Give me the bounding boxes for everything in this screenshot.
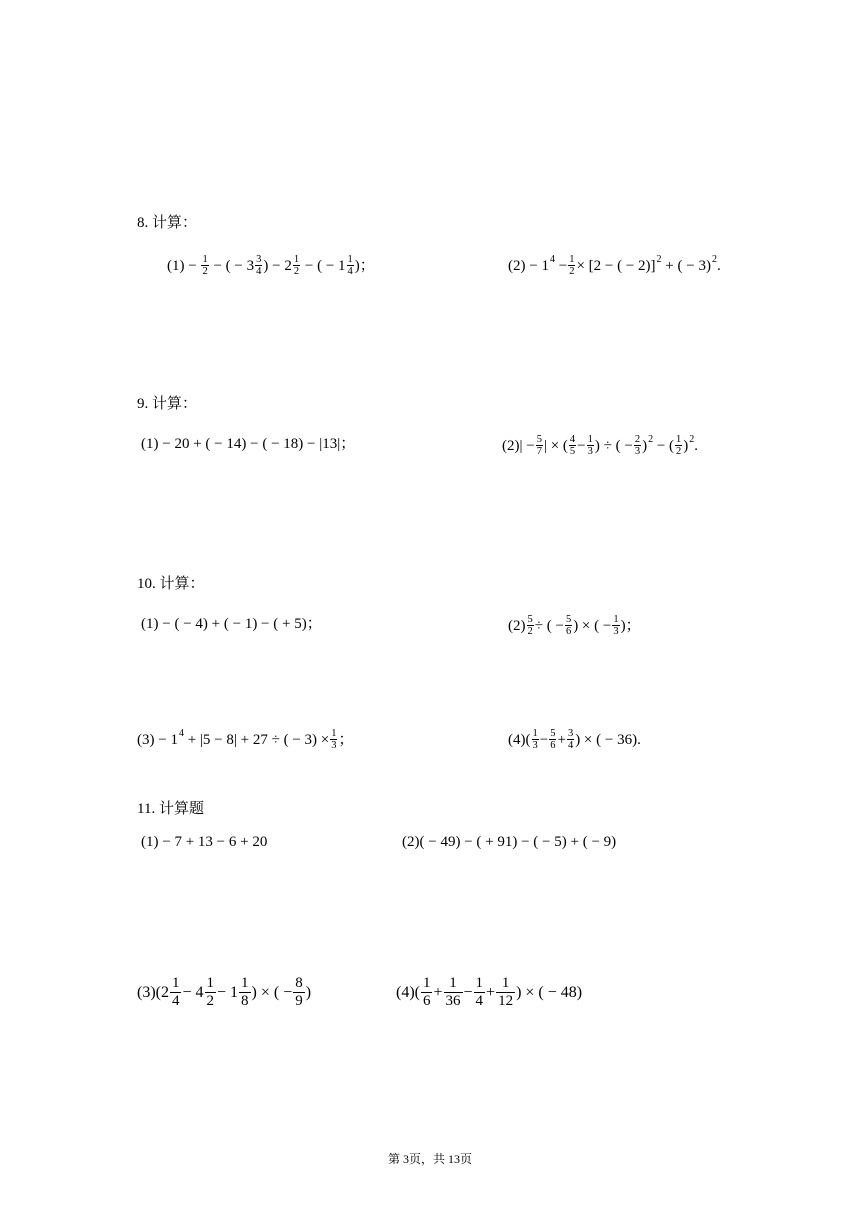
expr-text: ) − 2: [263, 257, 292, 274]
denominator: 3: [613, 626, 619, 637]
operator: −: [188, 257, 197, 274]
fraction: [293, 975, 305, 1010]
expr-text: ) × ( −: [251, 983, 293, 1001]
expr-text: .: [694, 437, 699, 454]
fraction: [330, 728, 337, 751]
fraction: [569, 434, 576, 457]
denominator: 4: [171, 993, 180, 1009]
fraction: [239, 975, 251, 1010]
question-8-part-1: [167, 254, 375, 277]
expr-text: ；: [338, 731, 354, 748]
fraction: [474, 975, 486, 1010]
question-8-title: 8. 计算：: [137, 215, 198, 231]
question-9-part-2: [502, 434, 698, 457]
exponent: 2: [648, 433, 654, 445]
numerator: 1: [293, 254, 300, 265]
denominator: 2: [206, 993, 215, 1009]
fraction: [565, 614, 572, 637]
expr-text: ) × ( − 36).: [575, 731, 641, 748]
denominator: 12: [498, 993, 514, 1009]
numerator: 1: [613, 614, 619, 625]
numerator: 1: [449, 975, 457, 991]
part-label: (1): [167, 257, 185, 274]
denominator: 2: [293, 266, 300, 277]
expr-text: ) × ( −: [573, 617, 612, 634]
question-10-title: 10. 计算：: [137, 576, 205, 592]
denominator: 6: [550, 740, 556, 751]
expr-text: × [2 − ( − 2)]: [576, 257, 656, 274]
numerator: 1: [422, 975, 431, 991]
numerator: 1: [501, 975, 510, 991]
fraction: [444, 975, 463, 1010]
expr-text: )；: [620, 617, 641, 634]
fraction: [255, 254, 262, 277]
question-10-part-3: [137, 728, 354, 751]
expr-text: − 1: [529, 257, 549, 274]
fraction: [634, 434, 641, 457]
expr-text: + |5 − 8| + 27 ÷ ( − 3) ×: [187, 731, 330, 748]
numerator: 1: [569, 254, 575, 265]
fraction: [549, 728, 556, 751]
expr-text: − 4: [182, 983, 204, 1001]
denominator: 2: [527, 626, 533, 637]
denominator: 7: [536, 446, 542, 457]
fraction: [347, 254, 354, 277]
operator: −: [577, 437, 586, 454]
denominator: 3: [587, 446, 593, 457]
question-10-part-1: [141, 614, 322, 634]
exponent: 4: [178, 727, 184, 739]
expr-text: ): [642, 437, 648, 454]
question-11-part-3: [137, 975, 311, 1010]
numerator: 5: [565, 614, 572, 625]
numerator: 4: [569, 434, 576, 445]
denominator: 8: [241, 993, 249, 1009]
expr-text: + ( − 3): [665, 257, 711, 274]
fraction: [293, 254, 300, 277]
numerator: 1: [587, 434, 593, 445]
question-9-title: 9. 计算：: [137, 396, 198, 412]
fraction: [587, 434, 594, 457]
expr-text: ) × ( − 48): [516, 983, 583, 1001]
fraction: [567, 728, 574, 751]
exponent: 2: [689, 433, 695, 445]
fraction: [421, 975, 433, 1010]
numerator: 5: [527, 614, 533, 625]
part-label: (2): [508, 257, 526, 274]
expr-text: ÷ ( −: [534, 617, 564, 634]
numerator: 1: [171, 975, 180, 991]
exponent: 2: [711, 253, 717, 265]
question-11-part-1: [141, 832, 267, 852]
numerator: 1: [202, 254, 208, 265]
denominator: 6: [422, 993, 431, 1009]
expr-text: − (: [656, 437, 675, 454]
expr-text: ) ÷ ( −: [594, 437, 633, 454]
expr-text: − ( − 1: [304, 257, 346, 274]
fraction: [675, 434, 682, 457]
operator: +: [557, 731, 566, 748]
expr-text: − 1: [217, 983, 239, 1001]
fraction: [536, 434, 543, 457]
operator: +: [433, 983, 443, 1001]
question-11-part-2: [402, 832, 616, 852]
part-label: (4)(: [396, 983, 420, 1001]
page-footer: 第 3页，共 13页: [387, 1152, 472, 1166]
expr-text: − ( − 3: [213, 257, 255, 274]
denominator: 2: [676, 446, 682, 457]
numerator: 8: [295, 975, 303, 991]
denominator: 4: [256, 266, 262, 277]
numerator: 3: [567, 728, 574, 739]
numerator: 3: [256, 254, 262, 265]
numerator: 1: [241, 975, 249, 991]
expr-text: )；: [354, 257, 375, 274]
fraction: [205, 975, 217, 1010]
numerator: 5: [550, 728, 556, 739]
denominator: 9: [295, 993, 303, 1009]
part-label: (3) − 1: [137, 731, 178, 748]
numerator: 1: [347, 254, 353, 265]
part-label: (4)(: [508, 731, 531, 748]
expr-text: ): [305, 983, 312, 1001]
fraction: [170, 975, 182, 1010]
numerator: 1: [206, 975, 215, 991]
exponent: 2: [656, 253, 662, 265]
part-label: (2)| −: [502, 437, 535, 454]
question-11-part-4: [396, 975, 582, 1010]
numerator: 1: [331, 728, 337, 739]
denominator: 3: [331, 740, 337, 751]
fraction: [496, 975, 515, 1010]
question-8-part-2: [508, 254, 721, 277]
denominator: 6: [565, 626, 572, 637]
denominator: 4: [567, 740, 574, 751]
fraction: [568, 254, 575, 277]
expr-text: (1) − ( − 4) + ( − 1) − ( + 5)；: [141, 616, 322, 632]
expr-text: (2)( − 49) − ( + 91) − ( − 5) + ( − 9): [402, 834, 617, 850]
part-label: (2): [508, 617, 526, 634]
question-9-part-1: [141, 434, 355, 454]
operator: −: [463, 983, 473, 1001]
numerator: 1: [532, 728, 538, 739]
question-10-part-4: [508, 728, 641, 751]
exponent: 4: [549, 253, 555, 265]
denominator: 3: [532, 740, 538, 751]
denominator: 4: [347, 266, 353, 277]
expr-text: .: [716, 257, 721, 274]
denominator: 5: [569, 446, 576, 457]
fraction: [532, 728, 539, 751]
question-11-title: 11. 计算题: [137, 801, 204, 817]
numerator: 1: [475, 975, 484, 991]
expr-text: | × (: [543, 437, 568, 454]
numerator: 1: [676, 434, 682, 445]
fraction: [201, 254, 208, 277]
denominator: 36: [445, 993, 461, 1009]
part-label: (3)(2: [137, 983, 169, 1001]
denominator: 3: [634, 446, 641, 457]
operator: +: [486, 983, 496, 1001]
expr-text: (1) − 20 + ( − 14) − ( − 18) − |13|；: [141, 436, 356, 452]
expr-text: ): [683, 437, 689, 454]
denominator: 2: [202, 266, 208, 277]
numerator: 2: [634, 434, 641, 445]
fraction: [527, 614, 534, 637]
fraction: [612, 614, 619, 637]
denominator: 2: [569, 266, 575, 277]
denominator: 4: [475, 993, 484, 1009]
operator: −: [558, 257, 568, 274]
expr-text: (1) − 7 + 13 − 6 + 20: [141, 834, 268, 850]
operator: −: [539, 731, 549, 748]
question-10-part-2: [508, 614, 641, 637]
numerator: 5: [536, 434, 542, 445]
